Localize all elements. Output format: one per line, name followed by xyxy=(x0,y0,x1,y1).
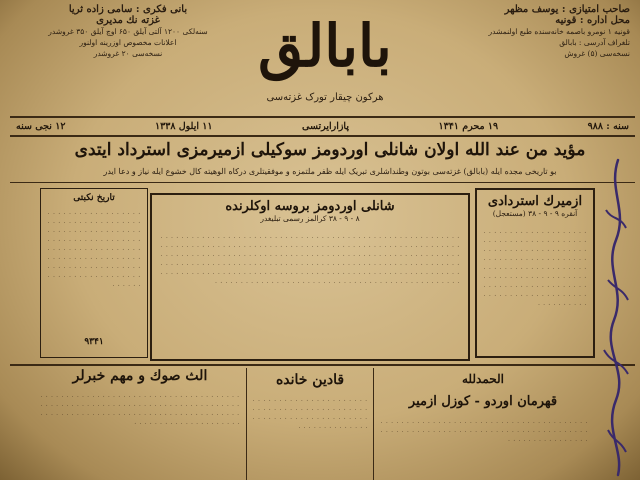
center-box-body-text: ۰ ۰ ۰ ۰ ۰ ۰ ۰ ۰ ۰ ۰ ۰ ۰ ۰ ۰ ۰ ۰ ۰ ۰ ۰ ۰ ۰ ۰ ۰ ۰ ۰ ۰ ۰ ۰ ۰ ۰ ۰ ۰ ۰ ۰ ۰ ۰ ۰ ۰ ۰ ۰ ۰ ۰ ۰ ۰ ۰ ۰ ۰ ۰ ۰ ۰ ۰ ۰ ۰ ۰ ۰ ۰ ۰ ۰ ۰ ۰ ۰ ۰ ۰ ۰ ۰ ۰ ۰ ۰ ۰ ۰ ۰ ۰ ۰ ۰ ۰ ۰ ۰ ۰ ۰ ۰ ۰ ۰ ۰ ۰ ۰ ۰ ۰ ۰ ۰ ۰ ۰ ۰ ۰ ۰ ۰ ۰ ۰ ۰ ۰ ۰ ۰ ۰ ۰ ۰ ۰ ۰ ۰ ۰ ۰ ۰ ۰ ۰ ۰ ۰ ۰ ۰ ۰ ۰ ۰ ۰ ۰ ۰ ۰ ۰ ۰ ۰ ۰ ۰ ۰ ۰ ۰ ۰ ۰ ۰ ۰ ۰ ۰ ۰ ۰ ۰ ۰ ۰ ۰ ۰ ۰ ۰ ۰ ۰ ۰ ۰ ۰ ۰ ۰ ۰ ۰ ۰ ۰ ۰ ۰ ۰ ۰ ۰ ۰ ۰ ۰ ۰ ۰ ۰ ۰ ۰ ۰ ۰ ۰ ۰ ۰ ۰ ۰ ۰ ۰ ۰ ۰ ۰ ۰ ۰ ۰ ۰ ۰ ۰ ۰ ۰ ۰ ۰ ۰ ۰ ۰ ۰ ۰ ۰ ۰ ۰ ۰ ۰ ۰ ۰ ۰ ۰ ۰ ۰ ۰ ۰ ۰ ۰ ۰ ۰ ۰ ۰ ۰ ۰ ۰ ۰ ۰ ۰ ۰ ۰ ۰ ۰ ۰ ۰ ۰ ۰ ۰ ۰ ۰ ۰ ۰ ۰ ۰ ۰ ۰ ۰ ۰ ۰ ۰ ۰ ۰ ۰ ۰ ۰ ۰ ۰ ۰ ۰ ۰ ۰ ۰ ۰ ۰ ۰ ۰ ۰ ۰ ۰ ۰ ۰ ۰ ۰ ۰ ۰ ۰ ۰ ۰ ۰ ۰ ۰ ۰ ۰ ۰ ۰ ۰ ۰ ۰ ۰ ۰ ۰ ۰ ۰ ۰ ۰ ۰ ۰ ۰ ۰ ۰ ۰ ۰ ۰ ۰ ۰ ۰ ۰ ۰ ۰ ۰ ۰ ۰ ۰ ۰ ۰ ۰ ۰ ۰ ۰ ۰ ۰ ۰ ۰ ۰ ۰ ۰ ۰ ۰ ۰ ۰ ۰ ۰ ۰ ۰ ۰ ۰ ۰ ۰ ۰ ۰ ۰ ۰ ۰ ۰ ۰ xyxy=(160,234,460,286)
masthead-left-column xyxy=(14,4,242,59)
masthead-left-line: بانی فکری : سامی زاده ثریا xyxy=(68,4,188,15)
masthead-left-line: غزته نك مدیری xyxy=(96,15,160,26)
handwritten-margin-note xyxy=(598,150,638,480)
masthead xyxy=(0,0,640,118)
section-subhead-army-izmir: قهرمان اوردو - کوزل ازمیر xyxy=(408,394,558,409)
lead-line: بو تاریخی مجده ایله (بابالق) غزته‌سی بوتون وطنداشلری تبریک ایله ظفر ملتمزه و موفقیتلری درکاه الوهیته کال خشوع ایله نیاز و دعا ایدر xyxy=(103,167,557,176)
dateline-rule xyxy=(10,135,635,137)
right-box-body-text: ۰ ۰ ۰ ۰ ۰ ۰ ۰ ۰ ۰ ۰ ۰ ۰ ۰ ۰ ۰ ۰ ۰ ۰ ۰ ۰ ۰ ۰ ۰ ۰ ۰ ۰ ۰ ۰ ۰ ۰ ۰ ۰ ۰ ۰ ۰ ۰ ۰ ۰ ۰ ۰ ۰ ۰ ۰ ۰ ۰ ۰ ۰ ۰ ۰ ۰ ۰ ۰ ۰ ۰ ۰ ۰ ۰ ۰ ۰ ۰ ۰ ۰ ۰ ۰ ۰ ۰ ۰ ۰ ۰ ۰ ۰ ۰ ۰ ۰ ۰ ۰ ۰ ۰ ۰ ۰ ۰ ۰ ۰ ۰ ۰ ۰ ۰ ۰ ۰ ۰ ۰ ۰ ۰ ۰ ۰ ۰ ۰ ۰ ۰ ۰ ۰ ۰ ۰ ۰ ۰ ۰ ۰ ۰ ۰ ۰ ۰ ۰ ۰ ۰ ۰ ۰ ۰ ۰ ۰ ۰ ۰ ۰ ۰ ۰ ۰ ۰ ۰ ۰ ۰ ۰ ۰ ۰ ۰ ۰ ۰ ۰ ۰ ۰ ۰ ۰ ۰ ۰ ۰ ۰ ۰ ۰ ۰ ۰ ۰ ۰ ۰ ۰ ۰ ۰ ۰ ۰ ۰ ۰ ۰ ۰ ۰ ۰ ۰ ۰ ۰ ۰ ۰ ۰ ۰ ۰ xyxy=(483,229,587,308)
section-head-latest-news: الث صوك و مهم خبرلر xyxy=(72,368,208,384)
column-divider-2 xyxy=(373,368,374,480)
masthead-left-line: سنه‌لکی ۱۲۰۰ آلتی آیلق ۶۵۰ اوچ آیلق ۳۵۰ غروشدر xyxy=(48,27,208,36)
left-box-number: ۹۳۴۱ xyxy=(84,337,104,347)
masthead-right-line: قونیه ۱ نومرو باصمه خانه‌سنده طبع اولنمشدر xyxy=(488,27,630,36)
right-box-title: ازمیرك استردادی xyxy=(487,194,583,209)
dateline-issue: ۱۲ نجی سنه xyxy=(16,120,66,132)
center-box-title: شانلی اوردومز بروسه اوکلرنده xyxy=(225,199,395,214)
column-divider-1 xyxy=(246,368,247,480)
masthead-right-line: تلغراف آدرسی : بابالق xyxy=(559,38,630,47)
center-news-box xyxy=(150,193,470,361)
dateline xyxy=(10,118,635,134)
left-box-title: تاریخ نکبتی xyxy=(73,193,115,203)
dateline-day: پازارایرتسی xyxy=(302,120,349,132)
praise-section-body-text: ۰ ۰ ۰ ۰ ۰ ۰ ۰ ۰ ۰ ۰ ۰ ۰ ۰ ۰ ۰ ۰ ۰ ۰ ۰ ۰ ۰ ۰ ۰ ۰ ۰ ۰ ۰ ۰ ۰ ۰ ۰ ۰ ۰ ۰ ۰ ۰ ۰ ۰ ۰ ۰ ۰ ۰ ۰ ۰ ۰ ۰ ۰ ۰ ۰ ۰ ۰ ۰ ۰ ۰ ۰ ۰ ۰ ۰ ۰ ۰ ۰ ۰ ۰ ۰ ۰ ۰ ۰ ۰ ۰ ۰ ۰ ۰ ۰ ۰ ۰ ۰ ۰ ۰ ۰ ۰ ۰ ۰ ۰ ۰ ۰ ۰ ۰ ۰ ۰ ۰ ۰ ۰ ۰ ۰ ۰ ۰ xyxy=(380,419,588,444)
left-notice-box xyxy=(40,188,148,358)
right-news-box xyxy=(475,188,595,358)
right-box-subtitle: آنقره ۹ - ۹ - ۳۸ (مستعجل) xyxy=(492,209,578,218)
center-box-subtitle: ۸ - ۹ - ۳۸ کرالمز رسمی تبلیغدر xyxy=(260,214,360,223)
lower-section-rule xyxy=(10,364,635,366)
masthead-left-line: نسخه‌سی ۲۰ غروشدر xyxy=(93,49,163,58)
women-section-body-text: ۰ ۰ ۰ ۰ ۰ ۰ ۰ ۰ ۰ ۰ ۰ ۰ ۰ ۰ ۰ ۰ ۰ ۰ ۰ ۰ ۰ ۰ ۰ ۰ ۰ ۰ ۰ ۰ ۰ ۰ ۰ ۰ ۰ ۰ ۰ ۰ ۰ ۰ ۰ ۰ ۰ ۰ ۰ ۰ ۰ ۰ ۰ ۰ ۰ ۰ ۰ ۰ ۰ ۰ ۰ ۰ ۰ ۰ ۰ ۰ ۰ ۰ ۰ ۰ ۰ ۰ ۰ ۰ ۰ ۰ ۰ ۰ ۰ ۰ ۰ ۰ ۰ ۰ ۰ ۰ xyxy=(252,397,368,431)
dateline-year: سنه : ۹۸۸ xyxy=(587,120,629,132)
masthead-right-line: صاحب امتیازی : یوسف مظهر xyxy=(504,4,630,15)
masthead-right-line: محل اداره : قونیه xyxy=(555,15,630,26)
main-headline: مؤید من عند الله اولان شانلی اوردومز سوکیلی ازمیرمزی استرداد ایتدی xyxy=(74,140,586,160)
masthead-right-column xyxy=(418,4,630,59)
section-head-praise: الحمدلله xyxy=(461,372,505,386)
newspaper-title: بابالق xyxy=(258,12,392,80)
lead-rule xyxy=(10,182,635,183)
dateline-hijri-date: ۱۹ محرم ۱۳۴۱ xyxy=(438,120,499,132)
masthead-left-line: اعلانات مخصوص اوزرینه اولنور xyxy=(79,38,177,47)
dateline-rumi-date: ۱۱ ایلول ۱۳۳۸ xyxy=(155,120,213,132)
section-head-women: قادین خانده xyxy=(275,372,345,388)
latest-news-body-text: ۰ ۰ ۰ ۰ ۰ ۰ ۰ ۰ ۰ ۰ ۰ ۰ ۰ ۰ ۰ ۰ ۰ ۰ ۰ ۰ ۰ ۰ ۰ ۰ ۰ ۰ ۰ ۰ ۰ ۰ ۰ ۰ ۰ ۰ ۰ ۰ ۰ ۰ ۰ ۰ ۰ ۰ ۰ ۰ ۰ ۰ ۰ ۰ ۰ ۰ ۰ ۰ ۰ ۰ ۰ ۰ ۰ ۰ ۰ ۰ ۰ ۰ ۰ ۰ ۰ ۰ ۰ ۰ ۰ ۰ ۰ ۰ ۰ ۰ ۰ ۰ ۰ ۰ ۰ ۰ ۰ ۰ ۰ ۰ ۰ ۰ ۰ ۰ ۰ ۰ ۰ ۰ ۰ ۰ ۰ ۰ ۰ ۰ ۰ ۰ ۰ ۰ ۰ ۰ ۰ ۰ ۰ ۰ ۰ ۰ ۰ ۰ ۰ ۰ ۰ ۰ ۰ ۰ ۰ ۰ ۰ ۰ ۰ ۰ ۰ ۰ ۰ ۰ ۰ ۰ ۰ ۰ ۰ ۰ ۰ ۰ ۰ ۰ xyxy=(40,393,240,427)
masthead-right-line: نسخه‌سی (۵) غروش xyxy=(564,49,630,58)
left-box-body-text: ۰ ۰ ۰ ۰ ۰ ۰ ۰ ۰ ۰ ۰ ۰ ۰ ۰ ۰ ۰ ۰ ۰ ۰ ۰ ۰ ۰ ۰ ۰ ۰ ۰ ۰ ۰ ۰ ۰ ۰ ۰ ۰ ۰ ۰ ۰ ۰ ۰ ۰ ۰ ۰ ۰ ۰ ۰ ۰ ۰ ۰ ۰ ۰ ۰ ۰ ۰ ۰ ۰ ۰ ۰ ۰ ۰ ۰ ۰ ۰ ۰ ۰ ۰ ۰ ۰ ۰ ۰ ۰ ۰ ۰ ۰ ۰ ۰ ۰ ۰ ۰ ۰ ۰ ۰ ۰ ۰ ۰ ۰ ۰ ۰ ۰ ۰ ۰ ۰ ۰ ۰ ۰ ۰ ۰ ۰ ۰ ۰ ۰ ۰ ۰ ۰ ۰ ۰ ۰ ۰ ۰ ۰ ۰ ۰ ۰ ۰ ۰ ۰ ۰ ۰ ۰ ۰ ۰ ۰ ۰ ۰ ۰ ۰ ۰ ۰ ۰ ۰ ۰ ۰ ۰ ۰ ۰ ۰ ۰ ۰ ۰ ۰ ۰ ۰ ۰ ۰ ۰ ۰ ۰ ۰ ۰ ۰ ۰ ۰ ۰ xyxy=(47,210,141,289)
newspaper-subtitle: هرکون چیقار تورک غزته‌سی xyxy=(266,92,384,103)
